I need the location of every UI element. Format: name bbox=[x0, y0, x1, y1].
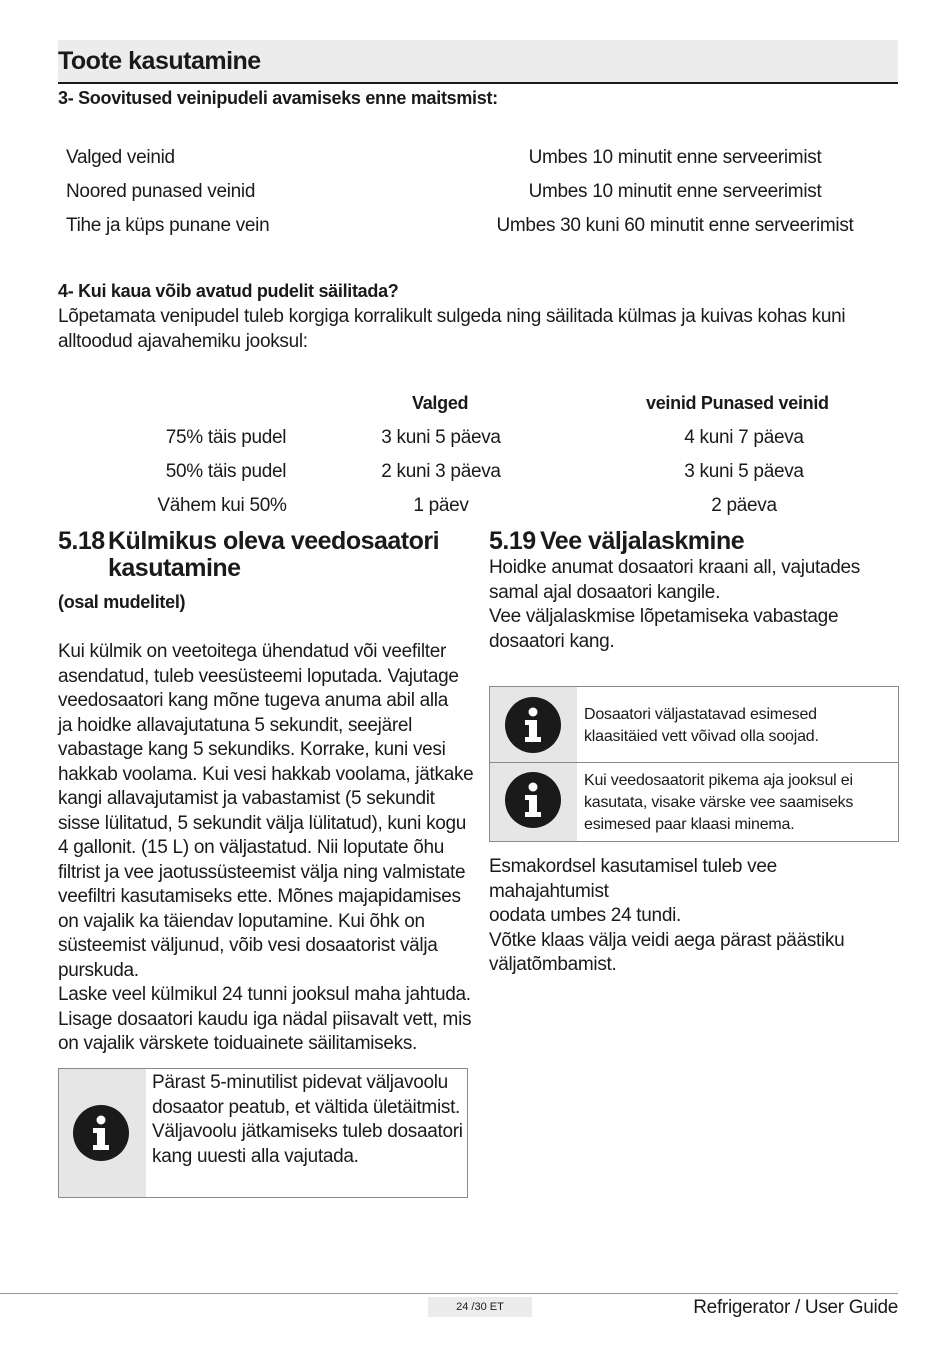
white-duration: 2 kuni 3 päeva bbox=[381, 461, 501, 482]
info-icon bbox=[73, 1105, 129, 1161]
fill-level: 75% täis pudel bbox=[165, 427, 287, 448]
note-overfill-text: Pärast 5-minutilist pidevat väljavoolu dosaator peatub, et vältida ületäitmist. Väljavoolu jätkamiseks tuleb dosaatori kang uuesti alla vajutada. bbox=[152, 1072, 463, 1167]
wine-row-time: Umbes 10 minutit enne serveerimist bbox=[528, 181, 822, 202]
col-header-white: Valged bbox=[412, 393, 469, 413]
fill-level: Vähem kui 50% bbox=[157, 495, 287, 516]
note-icon-cell bbox=[59, 1069, 146, 1197]
section518-number: 5.18 bbox=[58, 527, 105, 555]
wine-row-label: Tihe ja küps punane vein bbox=[66, 215, 270, 236]
wine-row-label: Noored punased veinid bbox=[66, 181, 256, 202]
red-duration: 3 kuni 5 päeva bbox=[684, 461, 804, 482]
note-box-overfill bbox=[58, 1068, 468, 1198]
section519-title: Vee väljalaskmine bbox=[540, 527, 745, 555]
section4-body: Lõpetamata venipudel tuleb korgiga korralikult sulgeda ning säilitada külmas ja kuivas kohas kuni alltoodud ajavahemiku jooksul: bbox=[58, 306, 846, 352]
wine-row-time: Umbes 30 kuni 60 minutit enne serveerimist bbox=[496, 215, 854, 236]
note-discard-water-text: Kui veedosaatorit pikema aja jooksul ei kasutata, visake värske vee saamiseks esimesed paar klaasi minema. bbox=[584, 772, 854, 833]
page-number: 24 /30 ET bbox=[428, 1297, 532, 1317]
note-box-dispenser bbox=[489, 686, 899, 842]
section518-title-line1: Külmikus oleva veedosaatori bbox=[108, 527, 440, 555]
col-header-red: veinid Punased veinid bbox=[646, 393, 829, 413]
red-duration: 2 päeva bbox=[711, 495, 777, 516]
info-icon bbox=[505, 772, 561, 828]
section518-title-line2: kasutamine bbox=[108, 554, 241, 582]
section519-paragraph: Hoidke anumat dosaatori kraani all, vajutades samal ajal dosaatori kangile. Vee väljalaskmise lõpetamiseka vabastage dosaatori kang. bbox=[489, 557, 860, 652]
wine-row-time: Umbes 10 minutit enne serveerimist bbox=[528, 147, 822, 168]
section4-heading: 4- Kui kaua võib avatud pudelit säilitada? bbox=[58, 281, 399, 301]
white-duration: 3 kuni 5 päeva bbox=[381, 427, 501, 448]
section3-heading: 3- Soovitused veinipudeli avamiseks enne maitsmist: bbox=[58, 88, 498, 108]
section518-subtitle: (osal mudelitel) bbox=[58, 592, 186, 612]
note-warm-water-text: Dosaatori väljastatavad esimesed klaasitäied vett võivad olla soojad. bbox=[584, 706, 819, 745]
page-title: Toote kasutamine bbox=[58, 47, 261, 75]
fill-level: 50% täis pudel bbox=[165, 461, 287, 482]
footer-guide-title: Refrigerator / User Guide bbox=[693, 1297, 898, 1318]
section519-number: 5.19 bbox=[489, 527, 536, 555]
note-divider bbox=[490, 762, 898, 763]
info-icon bbox=[505, 697, 561, 753]
section519-paragraph2: Esmakordsel kasutamisel tuleb vee mahajahtumist oodata umbes 24 tundi. Võtke klaas välja veidi aega pärast päästiku väljatõmbamist. bbox=[489, 856, 845, 975]
wine-row-label: Valged veinid bbox=[66, 147, 175, 168]
footer-divider bbox=[0, 1293, 898, 1294]
section518-paragraph: Kui külmik on veetoitega ühendatud või veefilter asendatud, tuleb veesüsteemi loputada. Vajutage veedosaatori kang mõne tugeva anuma abil alla ja hoidke allavajutatuna 5 sekundit, seejärel vabastage kang 5 sekundiks. Korrake, kuni vesi hakkab voolama. Kui vesi hakkab voolama, jätkake kangi allavajutamist ja vabastamist (5 sekundit sisse lülitatud, 5 sekundit välja lülitatud), kuni kogu 4 gallonit. (15 L) on väljastatud. Nii loputate õhu filtrist ja vee jaotussüsteemist välja ning valmistate veefiltri kasutamiseks ette. Mõnes majapidamises on vajalik ka täiendav loputamine. Kui õhk on süsteemist väljunud, võib vesi dosaatorist välja purskuda. Laske veel külmikul 24 tunni jooksul maha jahtuda. Lisage dosaatori kaudu iga nädal piisavalt vett, mis on vajalik värskete toiduainete säilitamiseks. bbox=[58, 641, 474, 1054]
white-duration: 1 päev bbox=[413, 495, 469, 516]
red-duration: 4 kuni 7 päeva bbox=[684, 427, 804, 448]
